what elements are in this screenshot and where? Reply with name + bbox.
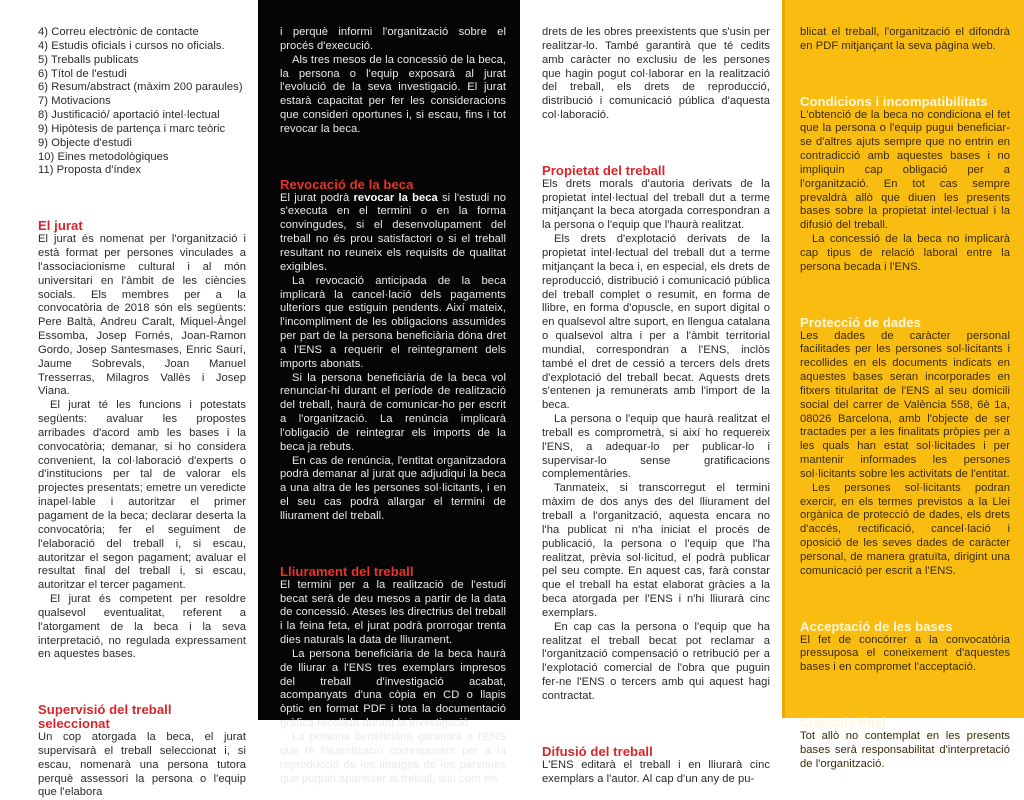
spacer [280, 137, 506, 178]
list-item: 11) Proposta d'índex [38, 164, 142, 177]
paragraph: Als tres mesos de la concessió de la beca, la persona o l'equip exposarà al jurat l'evolució de la seva investigació. El jurat estarà capacitat per fer les consideracions que consideri oportunes i, si escau, fins i tot revocar la beca. [280, 53, 506, 135]
list-item: 4) Correu electrònic de contacte [38, 26, 199, 38]
requirements-list [38, 26, 246, 178]
spacer [542, 123, 770, 164]
paragraph: L'ENS editarà el treball i en lliurarà cinc exemplars a l'autor. Al cap d'un any de pu- [542, 758, 770, 785]
spacer [38, 178, 246, 219]
paragraph: Les persones sol·licitants podran exercir, en els termes previstos a la Llei orgànica de protecció de dades, els drets d'accés, rectificació, cancel·lació i oposició de les seves dades de caràcter personal, de manera gratuïta, dirigint una comunicació per escrit a l'ENS. [800, 481, 1010, 577]
list-item: 6) Resum/abstract (màxim 200 paraules) [38, 81, 243, 94]
section-lliurament [280, 565, 506, 787]
text-run: si l'estudi no s'executa en el termini o en la forma convingudes, si el desenvolupament del treball no és prou satisfactori o si el treball resultant no reuneix els requisits de qualitat exigibles. [280, 191, 506, 273]
paragraph: Les dades de caràcter personal facilitades per les persones sol·licitants i recollides en els documents indicats en aquestes bases seran incorporades en fitxers titularitat de l'ENS al seu domicili social del carrer de València 558, 6è 1a, 08026 Barcelona, amb l'objecte de ser tractades per a les finalitats pròpies per a les quals han estat sol·licitades i per mantenir informades les persones sol·licitants sobre les activitats de l'entitat. [800, 329, 1010, 480]
paragraph: blicat el treball, l'organització el difondrà en PDF mitjançant la seva pàgina web. [800, 26, 1010, 52]
section-jurat [38, 219, 246, 662]
list-item: 8) Justificació/ aportació intel·lectual [38, 109, 220, 122]
paragraph: El jurat és nomenat per l'organització i està format per persones vinculades a l'associacionisme cultural i al món universitari en l'àmbit de les ciències socials. Els membres per a la convocatòria de 2018 són els següents: Pere Baltà, Andreu Caralt, Miquel-Àngel Essomba, Josep Fornés, Joan-Ramon Gordo, Josep Santesmases, Enric Saurí, Jaume Sobrevals, Joan Manuel Tresserras, Milagros Vallès i Josep Viana. [38, 233, 246, 398]
section-heading: Propietat del treball [542, 162, 666, 178]
list-item: 4) Estudis oficials i cursos no oficials. [38, 39, 225, 52]
spacer [800, 275, 1010, 316]
paragraph: Un cop atorgada la beca, el jurat supervisarà el treball seleccionat i, si escau, nomenarà una persona tutora perquè assessori la persona o l'equip que l'elabora [38, 730, 246, 799]
list-item: 5) Treballs publicats [38, 53, 139, 66]
paragraph: drets de les obres preexistents que s'usin per realitzar-lo. També garantirà que té cedits amb caràcter no exclusiu de les persones que hagin pogut col·laborar en la realització del treball, els drets de reproducció, distribució i comunicació pública d'aquesta col·laboració. [542, 26, 770, 122]
paragraph: El fet de concórrer a la convocatòria pressuposa el coneixement d'aquestes bases i en compromet l'acceptació. [800, 633, 1010, 674]
spacer [280, 524, 506, 565]
section-heading: Acceptació de les bases [800, 618, 953, 634]
section-proteccio [800, 316, 1010, 579]
paragraph [280, 192, 506, 275]
paragraph: La persona o l'equip que haurà realitzat el treball es comprometrà, si així ho requereix l'ENS, a adequar-lo per publicar-lo i supervisar-lo sense gratificacions complementàries. [542, 413, 770, 481]
section-heading: Protecció de dades [800, 314, 921, 330]
paragraph: La persona beneficiària garantirà a l'ENS que té l'autorització corresponent per a la reproducció de les imatges de les persones que puguin aparèixer al treball, així com els [280, 730, 506, 785]
paragraph: Tanmateix, si transcorregut el termini màxim de dos anys des del lliurament del treball a l'organització, aquesta encara no l'ha publicat ni n'ha iniciat el procés de publicació, la persona o l'equip que l'ha realitzat, prèvia sol·licitud, el podrà publicar pel seu compte. En aquest cas, farà constar que el treball ha estat elaborat gràcies a la beca atorgada per l'ENS i n'hi lliurarà cinc exemplars. [542, 482, 770, 619]
column-1-panel [0, 0, 258, 799]
column-4-panel [782, 0, 1024, 770]
paragraph: La persona beneficiària de la beca haurà de lliurar a l'ENS tres exemplars impresos del treball d'investigació acabat, acompanyats d'una còpia en CD o llapis òptic en format PDF i tota la documentació gràfica recollida durant la investigació. [280, 647, 506, 730]
section-condicions [800, 95, 1010, 275]
spacer [800, 675, 1010, 716]
section-clausula [800, 716, 1010, 771]
spacer [38, 662, 246, 703]
paragraph: En cap cas la persona o l'equip que ha realitzat el treball becat pot reclamar a l'organització compensació o retribució per a l'explotació comercial de l'obra que puguin fer-ne l'ENS o tercers amb qui aquest hagi contractat. [542, 620, 770, 702]
section-propietat [542, 164, 770, 704]
paragraph: El jurat té les funcions i potestats següents: avaluar les propostes arribades d'acord amb les bases i la convocatòria; demanar, si ho considera convenient, la col·laboració d'experts o d'institucions per tal de valorar els projectes presentats; emetre un veredicte inapel·lable i autoritzar el primer pagament de la beca; declarar deserta la convocatòria; fer el seguiment de l'elaboració del treball i, si escau, autoritzar el segon pagament; avaluar el resultat final del treball i, si escau, autoritzar el tercer pagament. [38, 399, 246, 592]
section-supervisio [38, 703, 246, 800]
section-heading: Lliurament del treball [280, 563, 414, 579]
section-heading: Revocació de la beca [280, 176, 414, 192]
paragraph: Tot allò no contemplat en les presents bases serà responsabilitat d'interpretació de l'organització. [800, 729, 1010, 770]
section-revocacio [280, 178, 506, 524]
paragraph: L'obtenció de la beca no condiciona el fet que la persona o l'equip pugui beneficiar-se d'altres ajuts sempre que no entrin en contradicció amb aquestes bases i no impliquin cap obligació per a l'organització. En tot cas sempre prevaldrà allò que diuen les presents bases sobre la propietat intel·lectual i la difusió del treball. [800, 108, 1010, 232]
column-2-panel [258, 0, 520, 785]
paragraph: Si la persona beneficiària de la beca vol renunciar-hi durant el període de realització del treball, haurà de comunicar-ho per escrit a l'organització. La renúncia implicarà l'obligació de reintegrar els imports de la beca ja rebuts. [280, 371, 506, 453]
list-item: 6) Títol de l'estudi [38, 67, 127, 80]
spacer [542, 704, 770, 745]
section-difusio [542, 745, 770, 787]
spacer [800, 579, 1010, 620]
section-heading: Condicions i incompatibilitats [800, 93, 988, 109]
paragraph: La revocació anticipada de la beca implicarà la cancel·lació dels pagaments ulteriors que estiguin pendents. Així mateix, l'incompliment de les obligacions assumides per part de la persona beneficiària dóna dret a l'ENS a requerir el reintegrament dels imports abonats. [280, 274, 506, 370]
paragraph: La concessió de la beca no implicarà cap tipus de relació laboral entre la persona becada i l'ENS. [800, 233, 1010, 273]
paragraph: i perquè informi l'organització sobre el procés d'execució. [280, 26, 506, 52]
section-heading: El jurat [38, 218, 83, 234]
section-heading: Clàusula final [800, 715, 886, 731]
paragraph: Els drets d'explotació derivats de la propietat intel·lectual del treball dut a terme mitjançant la beca i, en especial, els drets de reproducció, distribució i comunicació pública del treball complet o resumit, en forma de llibre, en forma d'opuscle, en suport digital o en qualsevol altre suport, en llengua catalana o qualsevol altra i per a l'àmbit territorial mundial, correspondran a l'ENS, inclòs també el dret de cessió a tercers dels drets d'explotació del treball becat. Aquests drets s'entenen ja remunerats amb l'import de la beca. [542, 233, 770, 412]
emphasis-text: revocar la beca [353, 191, 438, 204]
section-acceptacio [800, 620, 1010, 675]
paragraph: Els drets morals d'autoria derivats de la propietat intel·lectual del treball dut a terme mitjançant la beca atorgada correspondran a la persona o l'equip que l'haurà realitzat. [542, 177, 770, 232]
list-item: 9) Hipòtesis de partença i marc teòric [38, 122, 226, 135]
paragraph: En cas de renúncia, l'entitat organitzadora podrà demanar al jurat que adjudiqui la beca a una altra de les persones sol·licitants, i en el seu cas podrà allargar el termini de lliurament del treball. [280, 454, 506, 522]
spacer [800, 54, 1010, 95]
section-heading: Difusió del treball [542, 743, 653, 759]
list-item: 10) Eines metodològiques [38, 150, 169, 163]
column-3-panel [520, 0, 782, 785]
paragraph: El jurat és competent per resoldre qualsevol eventualitat, referent a l'atorgament de la beca i la seva interpretació, no regulada expressament en aquestes bases. [38, 593, 246, 661]
list-item: 9) Objecte d'estudi [38, 136, 132, 149]
paragraph: El termini per a la realització de l'estudi becat serà de deu mesos a partir de la data de concessió. Ateses les directrius del treball i la feina feta, el jurat podrà prorrogar trenta dies naturals la data de lliurament. [280, 578, 506, 647]
section-heading: Supervisió del treball seleccionat [38, 702, 172, 732]
text-run: El jurat podrà [280, 191, 354, 204]
list-item: 7) Motivacions [38, 95, 111, 108]
